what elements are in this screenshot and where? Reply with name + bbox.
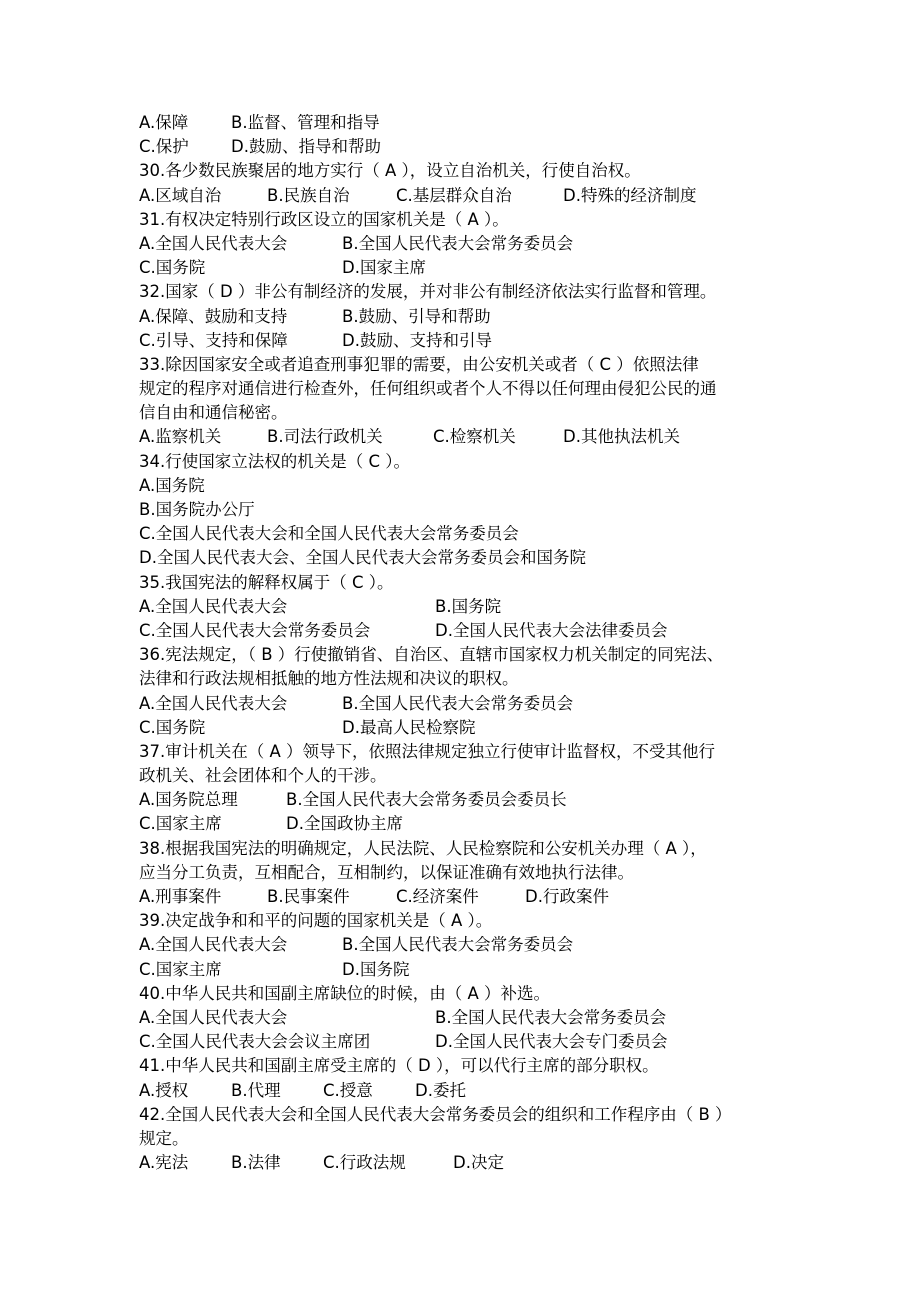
options-line	[139, 1151, 799, 1175]
answer-option: D.最高人民检察院	[342, 717, 476, 737]
options-line	[139, 1030, 799, 1054]
options-line	[139, 885, 799, 909]
answer-option: D.决定	[453, 1153, 504, 1173]
answer-option: D.鼓励、指导和帮助	[231, 137, 381, 157]
options-line	[139, 716, 799, 740]
options-line	[139, 595, 799, 619]
options-line	[139, 812, 799, 836]
text-line: 41.中华人民共和国副主席受主席的（ D ），可以代行主席的部分职权。	[139, 1056, 659, 1076]
text-line: 31.有权决定特别行政区设立的国家机关是（ A ）。	[139, 209, 509, 229]
text-line: 法律和行政法规相抵触的地方性法规和决议的职权。	[139, 669, 519, 689]
options-line	[139, 933, 799, 957]
answer-option: B.司法行政机关	[267, 427, 383, 447]
text-line: 37.审计机关在（ A ）领导下，依照法律规定独立行使审计监督权，不受其他行	[139, 741, 716, 761]
answer-option: B.代理	[231, 1080, 281, 1100]
answer-option: B.民事案件	[267, 887, 350, 906]
answer-option: C.行政法规	[323, 1153, 406, 1173]
options-line	[139, 184, 799, 208]
answer-option: A.宪法	[139, 1153, 189, 1173]
text-line: 规定。	[139, 1128, 189, 1148]
answer-option: A.区域自治	[139, 185, 222, 205]
answer-option: D.委托	[415, 1080, 466, 1100]
answer-option: A.授权	[139, 1080, 189, 1100]
answer-option: B.全国人民代表大会常务委员会	[342, 935, 574, 955]
answer-option: D.国家主席	[342, 258, 426, 278]
answer-option: D.特殊的经济制度	[563, 185, 697, 205]
text-line: 33.除因国家安全或者追查刑事犯罪的需要，由公安机关或者（ C ）依照法律	[139, 354, 699, 374]
text-line: 信自由和通信秘密。	[139, 403, 288, 423]
text-line: 30.各少数民族聚居的地方实行（ A ），设立自治机关，行使自治权。	[139, 161, 641, 181]
text-line: 应当分工负责，互相配合，互相制约，以保证准确有效地执行法律。	[139, 862, 634, 882]
answer-option: A.全国人民代表大会	[139, 693, 288, 713]
answer-option: C.国家主席	[139, 814, 222, 834]
answer-option: D.全国政协主席	[286, 814, 403, 834]
answer-option: C.基层群众自治	[396, 185, 512, 205]
text-line: 规定的程序对通信进行检查外，任何组织或者个人不得以任何理由侵犯公民的通	[139, 379, 717, 399]
answer-option: D.全国人民代表大会专门委员会	[435, 1032, 668, 1052]
answer-option: D.行政案件	[525, 887, 609, 906]
answer-option: A.全国人民代表大会	[139, 935, 288, 955]
text-line: C.全国人民代表大会和全国人民代表大会常务委员会	[139, 524, 519, 544]
options-line	[139, 232, 799, 256]
options-line	[139, 305, 799, 329]
text-line: 40.中华人民共和国副主席缺位的时候，由（ A ）补选。	[139, 983, 551, 1003]
answer-option: B.全国人民代表大会常务委员会	[342, 233, 574, 253]
answer-option: A.保障	[139, 113, 189, 132]
answer-option: C.检察机关	[433, 427, 516, 447]
options-line	[139, 425, 799, 449]
answer-option: A.全国人民代表大会	[139, 233, 288, 253]
answer-option: B.监督、管理和指导	[231, 113, 380, 132]
answer-option: B.民族自治	[267, 185, 350, 205]
answer-option: A.刑事案件	[139, 887, 222, 906]
text-line: 38.根据我国宪法的明确规定，人民法院、人民检察院和公安机关办理（ A ），	[139, 838, 707, 858]
options-line	[139, 958, 799, 982]
answer-option: A.国务院总理	[139, 790, 238, 810]
options-line	[139, 1006, 799, 1030]
answer-option: C.经济案件	[396, 887, 479, 906]
options-line	[139, 788, 799, 812]
options-line	[139, 329, 799, 353]
text-line: A.国务院	[139, 475, 205, 495]
text-line: 政机关、社会团体和个人的干涉。	[139, 766, 387, 786]
options-line	[139, 256, 799, 280]
answer-option: C.国务院	[139, 717, 206, 737]
answer-option: C.保护	[139, 137, 189, 157]
answer-option: D.全国人民代表大会法律委员会	[435, 620, 668, 640]
answer-option: B.全国人民代表大会常务委员会	[435, 1007, 667, 1027]
text-line: 39.决定战争和和平的问题的国家机关是（ A ）。	[139, 911, 493, 931]
answer-option: D.其他执法机关	[563, 427, 680, 447]
answer-option: D.鼓励、支持和引导	[342, 330, 492, 350]
answer-option: A.全国人民代表大会	[139, 1007, 288, 1027]
text-line: 42.全国人民代表大会和全国人民代表大会常务委员会的组织和工作程序由（ B ）	[139, 1104, 732, 1124]
answer-option: A.全国人民代表大会	[139, 596, 288, 616]
answer-option: C.授意	[323, 1080, 373, 1100]
document-page	[139, 111, 799, 1175]
options-line	[139, 111, 799, 135]
answer-option: B.法律	[231, 1153, 281, 1173]
text-line: B.国务院办公厅	[139, 500, 255, 519]
text-line: 34.行使国家立法权的机关是（ C ）。	[139, 451, 411, 471]
answer-option: C.国家主席	[139, 959, 222, 979]
text-line: 35.我国宪法的解释权属于（ C ）。	[139, 572, 394, 592]
answer-option: C.国务院	[139, 258, 206, 278]
options-line	[139, 1079, 799, 1103]
options-line	[139, 692, 799, 716]
answer-option: A.监察机关	[139, 427, 222, 447]
text-line: 32.国家（ D ）非公有制经济的发展，并对非公有制经济依法实行监督和管理。	[139, 282, 717, 302]
answer-option: D.国务院	[342, 959, 410, 979]
answer-option: C.全国人民代表大会常务委员会	[139, 620, 371, 640]
text-line: 36.宪法规定，（ B ）行使撤销省、自治区、直辖市国家权力机关制定的同宪法、	[139, 645, 724, 665]
answer-option: B.全国人民代表大会常务委员会委员长	[286, 790, 567, 810]
answer-option: B.鼓励、引导和帮助	[342, 306, 491, 326]
answer-option: B.全国人民代表大会常务委员会	[342, 693, 574, 713]
text-line: D.全国人民代表大会、全国人民代表大会常务委员会和国务院	[139, 548, 586, 568]
answer-option: A.保障、鼓励和支持	[139, 306, 288, 326]
options-line	[139, 619, 799, 643]
answer-option: B.国务院	[435, 596, 502, 616]
answer-option: C.全国人民代表大会会议主席团	[139, 1032, 371, 1052]
answer-option: C.引导、支持和保障	[139, 330, 288, 350]
options-line	[139, 135, 799, 159]
